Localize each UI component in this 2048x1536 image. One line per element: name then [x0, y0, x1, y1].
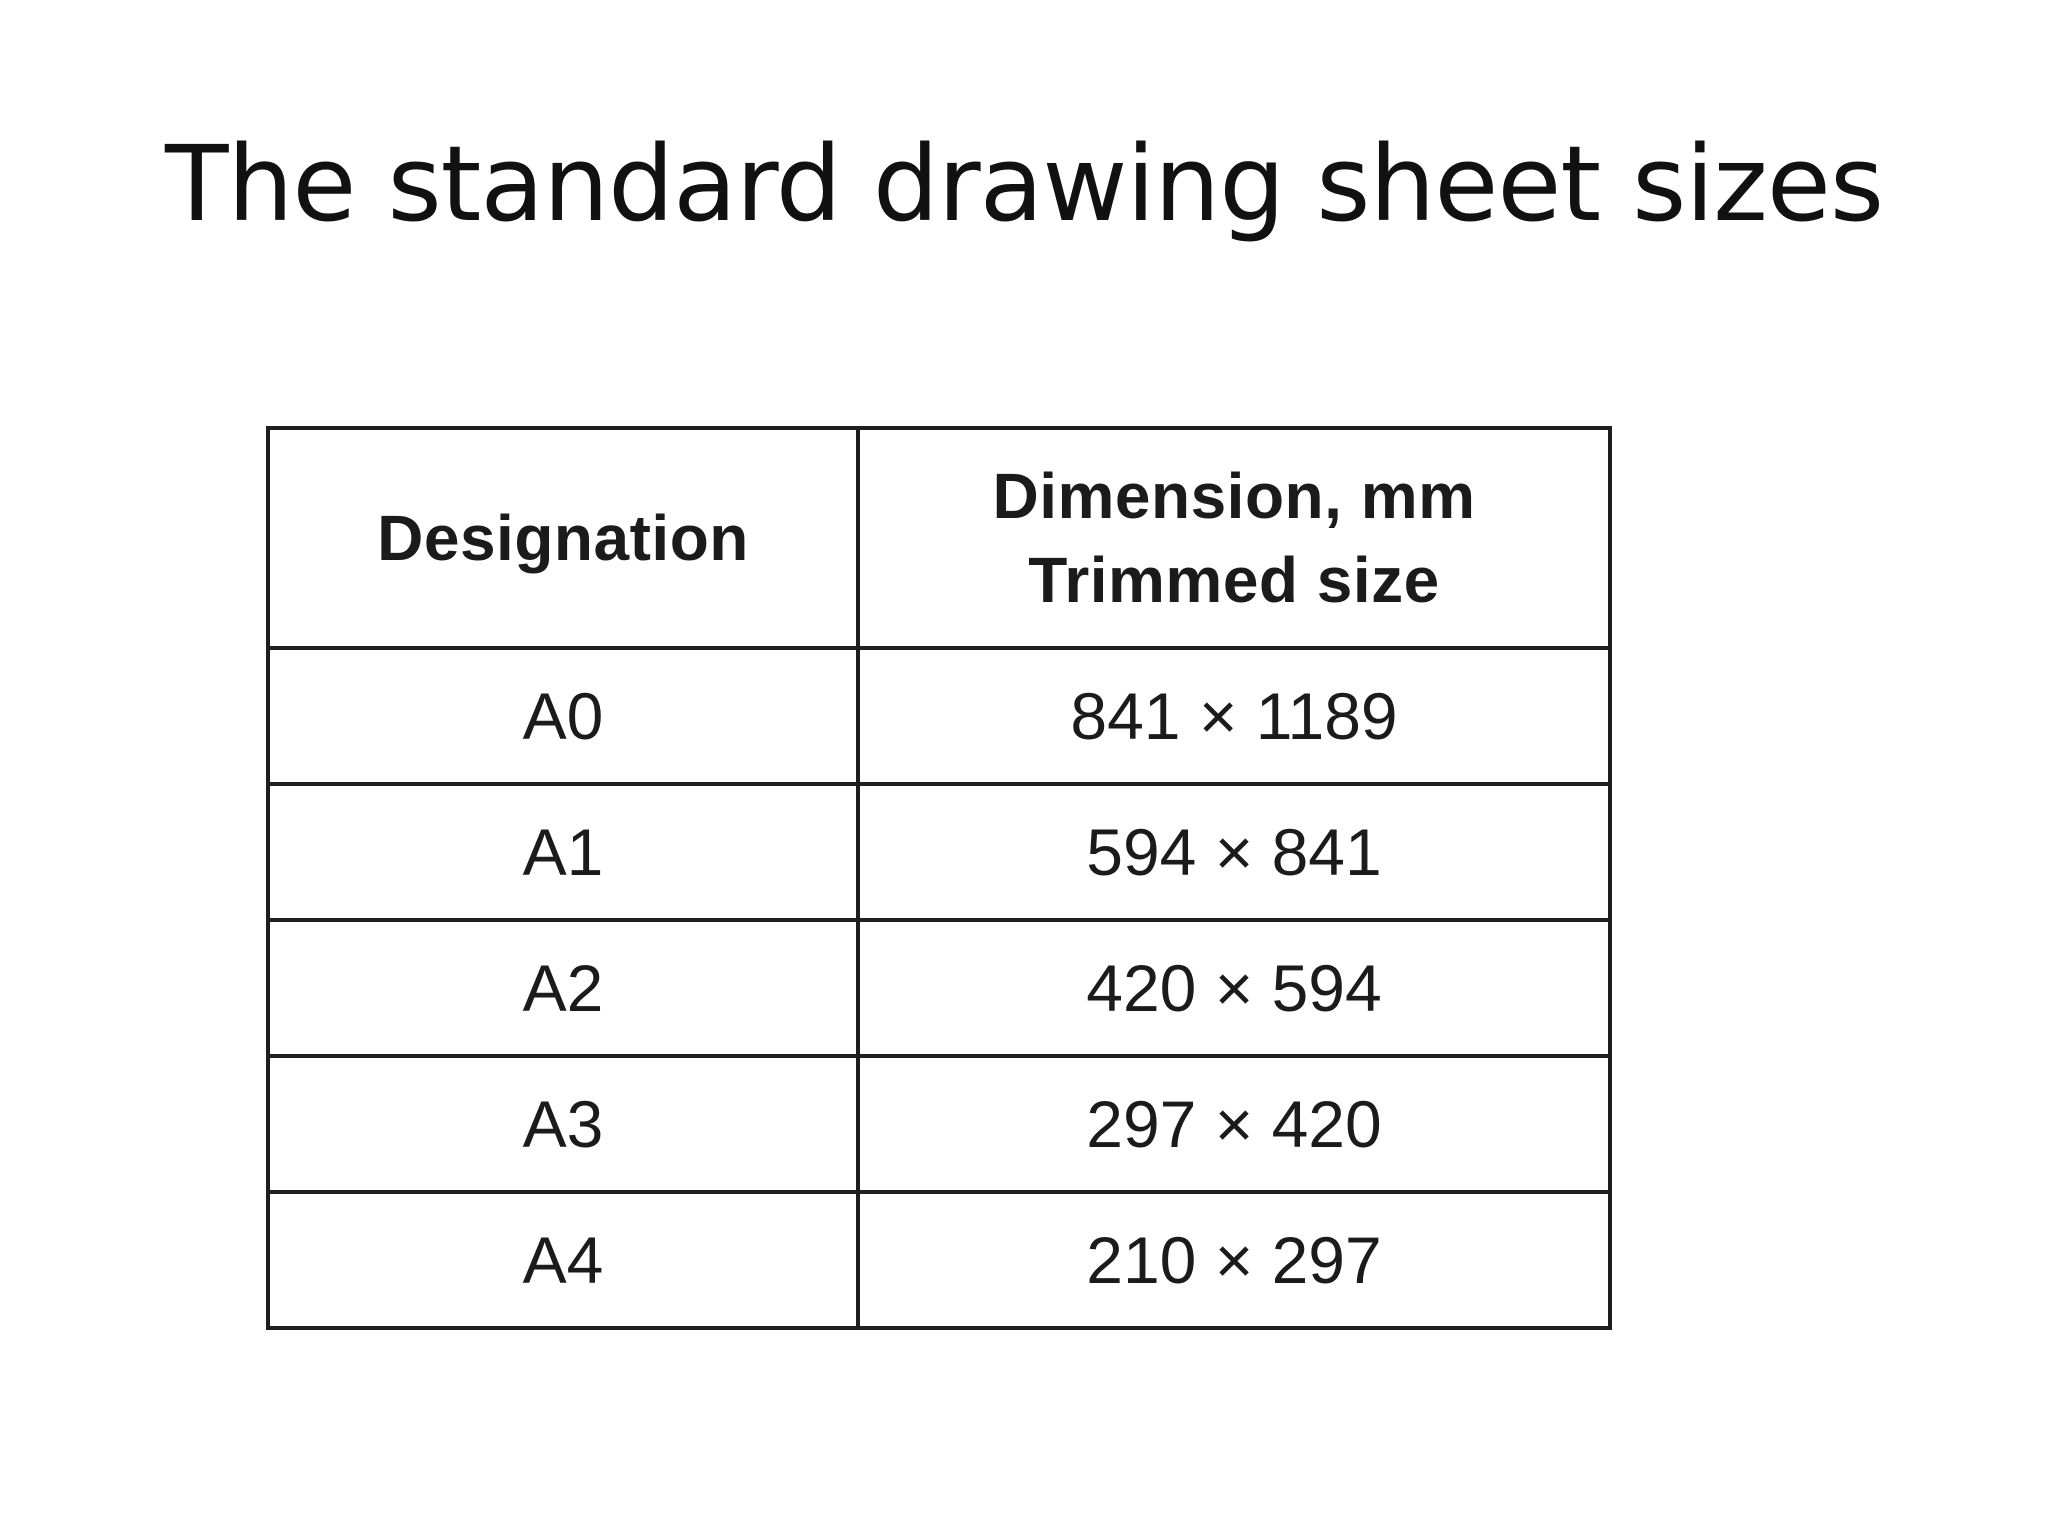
designation-cell: A3: [268, 1056, 858, 1192]
dimension-cell: 210 × 297: [858, 1192, 1610, 1328]
dimension-cell: 297 × 420: [858, 1056, 1610, 1192]
slide-title: The standard drawing sheet sizes: [164, 123, 1884, 245]
table-row: [268, 920, 1610, 1056]
table-header-row: [268, 428, 1610, 648]
dimension-cell: 420 × 594: [858, 920, 1610, 1056]
header-designation: Designation: [268, 428, 858, 648]
designation-cell: A2: [268, 920, 858, 1056]
table-row: [268, 784, 1610, 920]
designation-cell: A4: [268, 1192, 858, 1328]
table-row: [268, 1056, 1610, 1192]
sheet-sizes-table: [266, 426, 1612, 1330]
header-dimension-line2: Trimmed size: [1028, 544, 1440, 616]
designation-cell: A0: [268, 648, 858, 784]
header-dimension: [858, 428, 1610, 648]
dimension-cell: 594 × 841: [858, 784, 1610, 920]
table-row: [268, 648, 1610, 784]
sheet-sizes-table-container: [266, 426, 1608, 1330]
dimension-cell: 841 × 1189: [858, 648, 1610, 784]
table-row: [268, 1192, 1610, 1328]
header-dimension-line1: Dimension, mm: [992, 460, 1476, 532]
designation-cell: A1: [268, 784, 858, 920]
